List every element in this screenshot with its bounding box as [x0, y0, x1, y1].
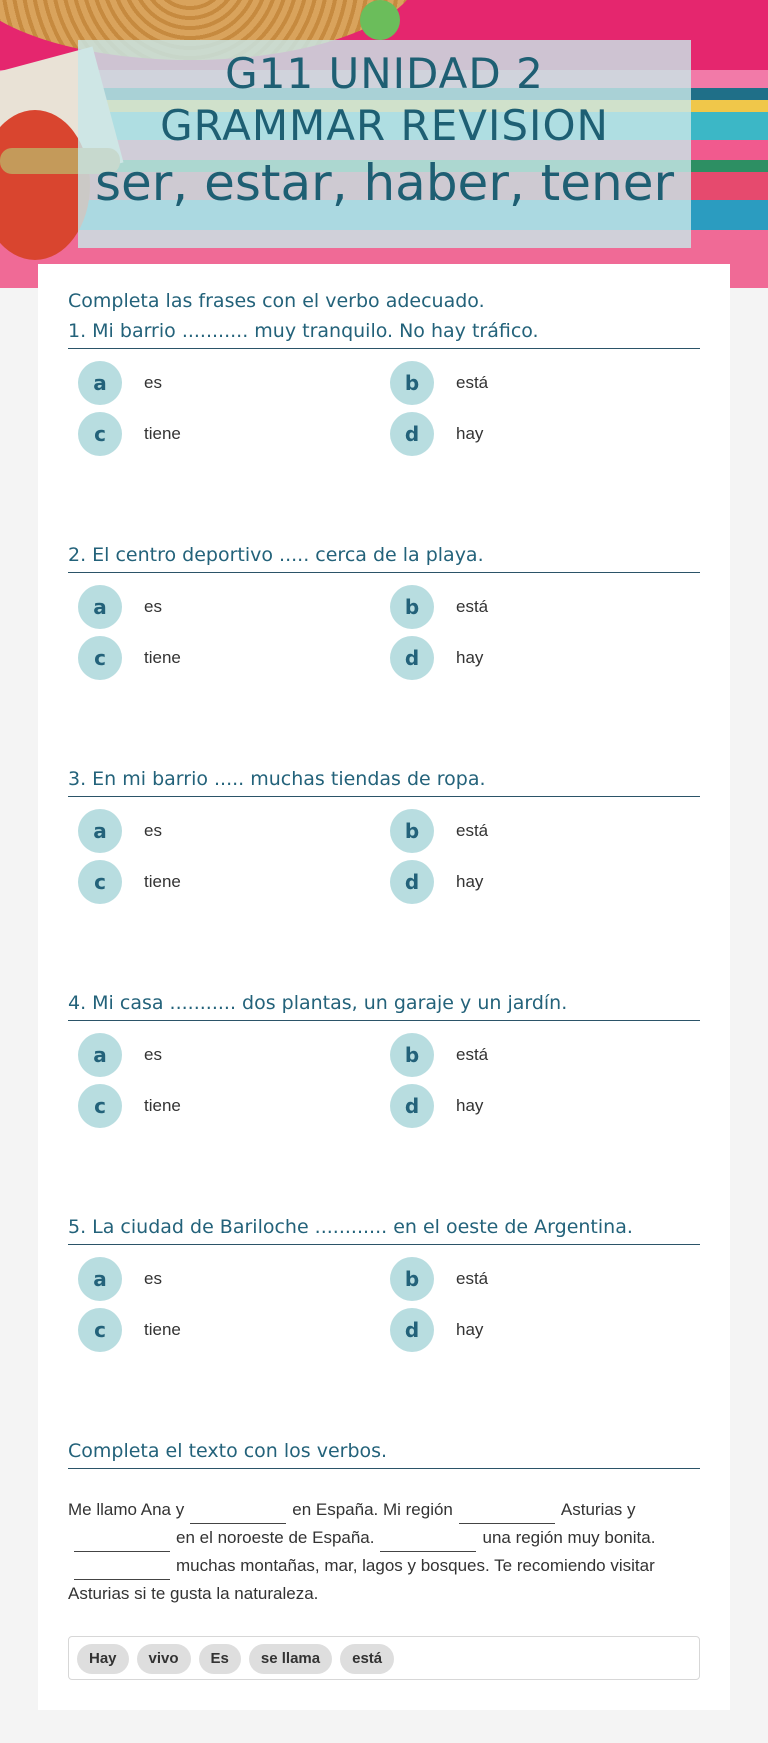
option-letter: c — [78, 1084, 122, 1128]
option-d[interactable] — [380, 412, 680, 456]
cloze-segment: una región muy bonita. — [482, 1528, 656, 1547]
cloze-segment: en el noroeste de España. — [176, 1528, 375, 1547]
option-c[interactable] — [68, 412, 368, 456]
option-letter: b — [390, 809, 434, 853]
options-group — [68, 573, 700, 683]
blank-1[interactable] — [190, 1503, 286, 1524]
option-letter: b — [390, 1257, 434, 1301]
question-2 — [68, 538, 700, 683]
title-box — [78, 40, 691, 248]
option-letter: d — [390, 1084, 434, 1128]
question-text: 4. Mi casa ........... dos plantas, un garaje y un jardín. — [68, 986, 700, 1021]
option-letter: d — [390, 636, 434, 680]
word-chip[interactable]: vivo — [137, 1644, 191, 1674]
option-d[interactable] — [380, 1308, 680, 1352]
option-a[interactable] — [68, 1033, 368, 1077]
option-a[interactable] — [68, 1257, 368, 1301]
option-label: es — [144, 821, 162, 840]
option-d[interactable] — [380, 636, 680, 680]
option-label: está — [456, 1045, 489, 1064]
option-label: hay — [456, 1320, 484, 1339]
question-4 — [68, 986, 700, 1131]
option-letter: c — [78, 1308, 122, 1352]
option-letter: c — [78, 412, 122, 456]
option-label: está — [456, 373, 489, 392]
cloze-header — [68, 1434, 700, 1469]
option-label: tiene — [144, 1320, 181, 1339]
options-group — [68, 1245, 700, 1355]
header-banner — [0, 0, 768, 288]
option-c[interactable] — [68, 860, 368, 904]
options-group — [68, 797, 700, 907]
question-1 — [68, 314, 700, 459]
option-label: hay — [456, 648, 484, 667]
option-label: es — [144, 373, 162, 392]
instruction-2: Completa el texto con los verbos. — [68, 1434, 700, 1469]
option-b[interactable] — [380, 1033, 680, 1077]
blank-5[interactable] — [74, 1559, 170, 1580]
option-label: tiene — [144, 648, 181, 667]
option-d[interactable] — [380, 860, 680, 904]
option-label: hay — [456, 1096, 484, 1115]
option-c[interactable] — [68, 1084, 368, 1128]
option-c[interactable] — [68, 636, 368, 680]
instruction-1: Completa las frases con el verbo adecuado. — [68, 290, 485, 312]
option-letter: b — [390, 361, 434, 405]
option-c[interactable] — [68, 1308, 368, 1352]
option-letter: d — [390, 860, 434, 904]
option-label: está — [456, 1269, 489, 1288]
option-label: es — [144, 1045, 162, 1064]
option-letter: a — [78, 361, 122, 405]
title-line-1: G11 UNIDAD 2 — [225, 49, 544, 98]
options-group — [68, 1021, 700, 1131]
question-3 — [68, 762, 700, 907]
bead-image — [360, 0, 400, 40]
option-label: tiene — [144, 1096, 181, 1115]
option-letter: d — [390, 412, 434, 456]
option-a[interactable] — [68, 361, 368, 405]
option-label: está — [456, 597, 489, 616]
word-chip[interactable]: se llama — [249, 1644, 332, 1674]
option-b[interactable] — [380, 1257, 680, 1301]
option-label: hay — [456, 872, 484, 891]
question-text: 5. La ciudad de Bariloche ............ en el oeste de Argentina. — [68, 1210, 700, 1245]
option-letter: c — [78, 636, 122, 680]
option-letter: d — [390, 1308, 434, 1352]
option-letter: a — [78, 809, 122, 853]
blank-2[interactable] — [459, 1503, 555, 1524]
option-letter: b — [390, 1033, 434, 1077]
question-text: 2. El centro deportivo ..... cerca de la playa. — [68, 538, 700, 573]
option-label: es — [144, 1269, 162, 1288]
option-d[interactable] — [380, 1084, 680, 1128]
title-line-2: GRAMMAR REVISION — [160, 101, 609, 150]
cloze-segment: en España. Mi región — [292, 1500, 453, 1519]
cloze-segment: Asturias y — [560, 1500, 636, 1519]
question-5 — [68, 1210, 700, 1355]
option-b[interactable] — [380, 361, 680, 405]
option-letter: c — [78, 860, 122, 904]
cloze-text — [68, 1496, 700, 1608]
blank-3[interactable] — [74, 1531, 170, 1552]
question-text: 1. Mi barrio ........... muy tranquilo. No hay tráfico. — [68, 314, 700, 349]
blank-4[interactable] — [380, 1531, 476, 1552]
option-label: tiene — [144, 872, 181, 891]
question-text: 3. En mi barrio ..... muchas tiendas de ropa. — [68, 762, 700, 797]
option-letter: b — [390, 585, 434, 629]
option-b[interactable] — [380, 585, 680, 629]
word-chip[interactable]: está — [340, 1644, 394, 1674]
option-label: está — [456, 821, 489, 840]
option-b[interactable] — [380, 809, 680, 853]
word-chip[interactable]: Hay — [77, 1644, 129, 1674]
option-a[interactable] — [68, 809, 368, 853]
option-letter: a — [78, 1257, 122, 1301]
option-label: hay — [456, 424, 484, 443]
option-a[interactable] — [68, 585, 368, 629]
title-line-3: ser, estar, haber, tener — [94, 154, 675, 212]
option-label: es — [144, 597, 162, 616]
worksheet-card — [38, 264, 730, 1710]
option-letter: a — [78, 1033, 122, 1077]
options-group — [68, 349, 700, 459]
option-letter: a — [78, 585, 122, 629]
cloze-segment: Me llamo Ana y — [68, 1500, 185, 1519]
option-label: tiene — [144, 424, 181, 443]
word-bank — [68, 1636, 700, 1680]
cloze-segment: muchas montañas, mar, lagos y bosques. Te recomiendo visitar Asturias si te gusta la naturaleza. — [68, 1556, 655, 1603]
word-chip[interactable]: Es — [199, 1644, 241, 1674]
